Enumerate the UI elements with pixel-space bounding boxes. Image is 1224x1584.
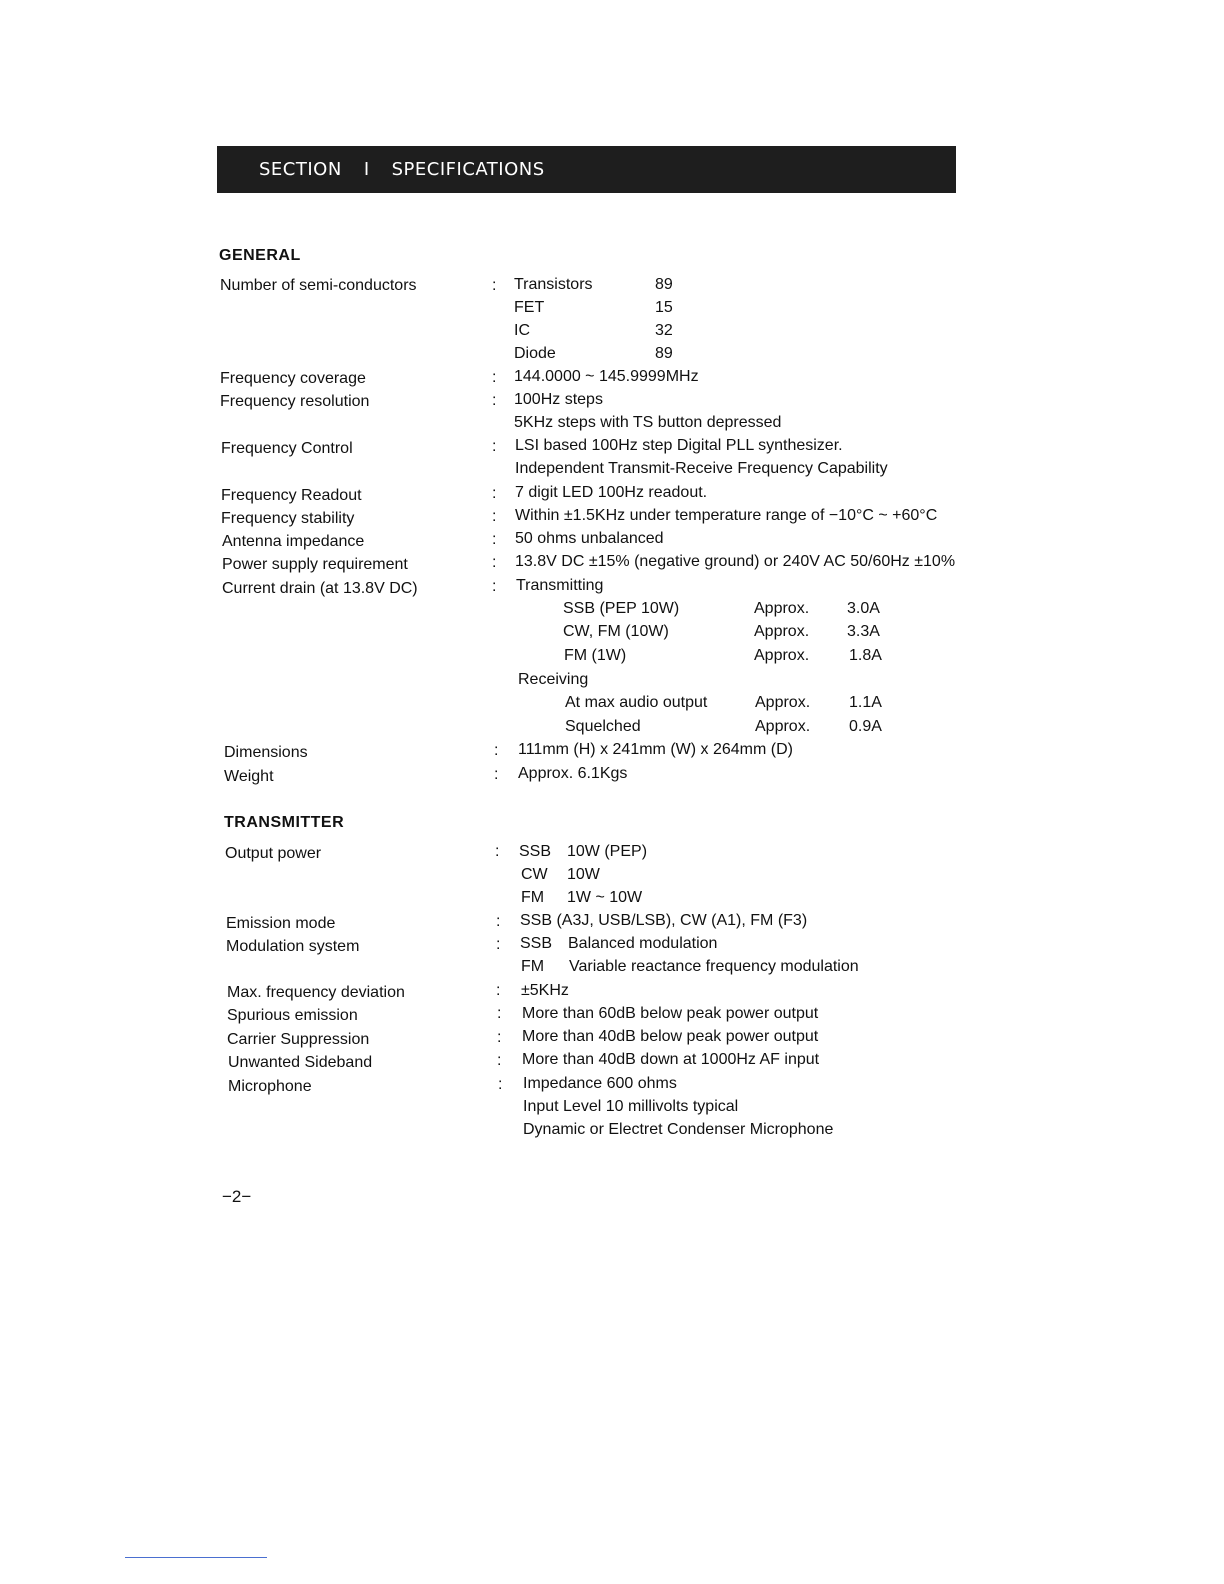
tx-amps: 1.8A [849,647,882,664]
carrier-value: More than 40dB below peak power output [522,1028,819,1045]
dimensions-value: 111mm (H) x 241mm (W) x 264mm (D) [518,741,793,758]
section-banner [217,146,956,193]
weight-value: Approx. 6.1Kgs [518,765,628,782]
output-value: 1W ~ 10W [567,889,643,906]
power-label: Power supply requirement [222,556,408,573]
rx-approx: Approx. [755,694,811,711]
semiconductor-count: 32 [655,322,673,339]
general-heading: GENERAL [219,247,301,264]
coverage-label: Frequency coverage [220,370,366,387]
control-label: Frequency Control [221,440,353,457]
sideband-label: Unwanted Sideband [228,1054,373,1071]
section-title: SPECIFICATIONS [391,159,545,180]
tx-approx: Approx. [754,600,810,617]
microphone-value-3: Dynamic or Electret Condenser Microphone [523,1121,834,1138]
sideband-value: More than 40dB down at 1000Hz AF input [522,1051,820,1068]
semiconductors-label: Number of semi-conductors [220,277,417,294]
rx-amps: 0.9A [849,718,882,735]
modulation-label: Modulation system [226,938,360,955]
output-value: 10W (PEP) [567,843,648,860]
colon: : [495,843,500,860]
tx-mode: FM (1W) [564,647,627,664]
output-mode: SSB [519,843,552,860]
output-label: Output power [225,845,322,862]
semiconductor-count: 89 [655,276,673,293]
stability-value: Within ±1.5KHz under temperature range of −10°C ~ +60°C [515,507,938,524]
readout-value: 7 digit LED 100Hz readout. [515,484,708,501]
control-value: LSI based 100Hz step Digital PLL synthesizer. [515,437,843,454]
deviation-value: ±5KHz [521,982,569,999]
transmitting-label: Transmitting [516,577,604,594]
rx-mode: At max audio output [565,694,708,711]
colon: : [492,508,497,525]
emission-value: SSB (A3J, USB/LSB), CW (A1), FM (F3) [520,912,808,929]
output-mode: CW [521,866,548,883]
resolution-value: 100Hz steps [514,391,603,408]
tx-approx: Approx. [754,623,810,640]
colon: : [492,369,497,386]
colon: : [492,531,497,548]
emission-label: Emission mode [226,915,336,932]
semiconductor-name: Diode [514,345,556,362]
page-number: −2− [222,1187,252,1206]
tx-amps: 3.0A [847,600,880,617]
colon: : [492,578,497,595]
microphone-value-2: Input Level 10 millivolts typical [523,1098,739,1115]
microphone-label: Microphone [228,1078,312,1095]
readout-label: Frequency Readout [221,487,362,504]
colon: : [497,1052,502,1069]
colon: : [492,277,497,294]
rx-mode: Squelched [565,718,641,735]
spurious-value: More than 60dB below peak power output [522,1005,819,1022]
tx-mode: CW, FM (10W) [563,623,669,640]
colon: : [498,1076,503,1093]
tx-amps: 3.3A [847,623,880,640]
semiconductor-name: FET [514,299,545,316]
colon: : [492,392,497,409]
colon: : [492,554,497,571]
antenna-value: 50 ohms unbalanced [515,530,664,547]
colon: : [496,936,501,953]
semiconductor-count: 89 [655,345,673,362]
colon: : [494,766,499,783]
antenna-label: Antenna impedance [222,533,365,550]
stability-label: Frequency stability [221,510,355,527]
tx-approx: Approx. [754,647,810,664]
output-mode: FM [521,889,545,906]
colon: : [494,742,499,759]
output-value: 10W [567,866,600,883]
modulation-value: Variable reactance frequency modulation [569,958,859,975]
tx-mode: SSB (PEP 10W) [563,600,680,617]
spurious-label: Spurious emission [227,1007,358,1024]
section-word: SECTION [259,159,342,180]
colon: : [492,485,497,502]
transmitter-heading: TRANSMITTER [224,814,345,831]
rx-amps: 1.1A [849,694,882,711]
current-label: Current drain (at 13.8V DC) [222,580,418,597]
resolution-value-2: 5KHz steps with TS button depressed [514,414,782,431]
resolution-label: Frequency resolution [220,393,370,410]
colon: : [492,438,497,455]
footer-line [125,1557,267,1558]
coverage-value: 144.0000 ~ 145.9999MHz [514,368,699,385]
weight-label: Weight [224,768,274,785]
modulation-value: Balanced modulation [568,935,718,952]
modulation-mode: SSB [520,935,553,952]
section-number: I [363,159,370,180]
semiconductor-name: Transistors [514,276,593,293]
control-value-2: Independent Transmit-Receive Frequency Capability [515,460,888,477]
receiving-label: Receiving [518,671,589,688]
colon: : [497,1005,502,1022]
semiconductor-count: 15 [655,299,673,316]
carrier-label: Carrier Suppression [227,1031,370,1048]
dimensions-label: Dimensions [224,744,308,761]
microphone-value: Impedance 600 ohms [523,1075,677,1092]
deviation-label: Max. frequency deviation [227,984,405,1001]
power-value: 13.8V DC ±15% (negative ground) or 240V AC 50/60Hz ±10% [515,553,956,570]
rx-approx: Approx. [755,718,811,735]
colon: : [496,982,501,999]
modulation-mode: FM [521,958,545,975]
colon: : [496,913,501,930]
colon: : [497,1029,502,1046]
semiconductor-name: IC [514,322,530,339]
